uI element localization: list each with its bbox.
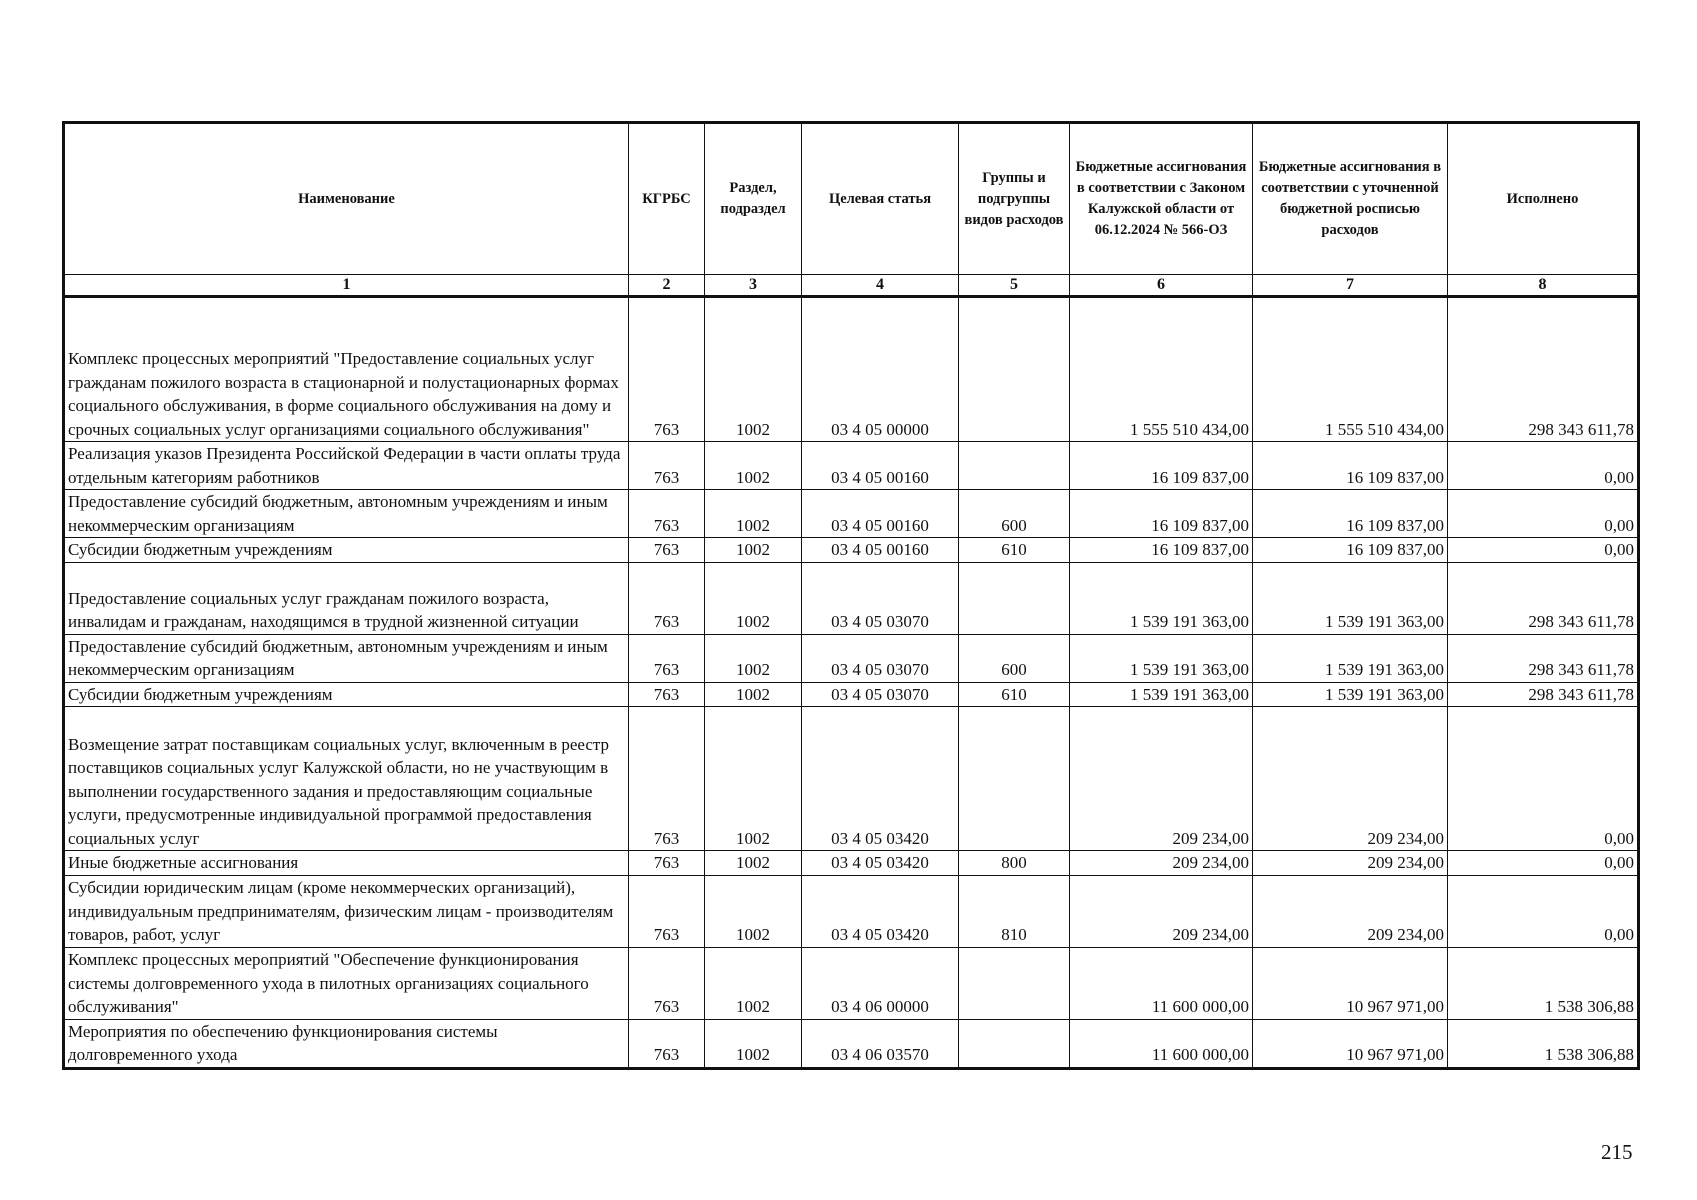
row-executed: 298 343 611,78: [1448, 682, 1639, 707]
row-name: Предоставление субсидий бюджетным, автономным учреждениям и иным некоммерческим организациям: [64, 490, 629, 538]
row-kgrbs: 763: [629, 634, 705, 682]
row-target: 03 4 05 03420: [802, 875, 959, 947]
table-row: [64, 562, 1639, 634]
row-group: 600: [959, 490, 1070, 538]
row-executed: 0,00: [1448, 442, 1639, 490]
row-section: 1002: [705, 634, 802, 682]
row-target: 03 4 05 03070: [802, 562, 959, 634]
row-target: 03 4 05 00160: [802, 490, 959, 538]
row-section: 1002: [705, 297, 802, 442]
table-row: [64, 707, 1639, 851]
header-target: Целевая статья: [802, 123, 959, 275]
row-target: 03 4 05 03420: [802, 851, 959, 876]
row-section: 1002: [705, 442, 802, 490]
row-section: 1002: [705, 1019, 802, 1068]
row-executed: 1 538 306,88: [1448, 1019, 1639, 1068]
row-name: Мероприятия по обеспечению функционирования системы долговременного ухода: [64, 1019, 629, 1068]
row-refined: 1 555 510 434,00: [1253, 297, 1448, 442]
column-number: 5: [959, 275, 1070, 297]
row-group: 610: [959, 682, 1070, 707]
row-law: 1 555 510 434,00: [1070, 297, 1253, 442]
header-section: Раздел, подраздел: [705, 123, 802, 275]
row-section: 1002: [705, 875, 802, 947]
row-refined: 209 234,00: [1253, 707, 1448, 851]
row-kgrbs: 763: [629, 947, 705, 1019]
row-section: 1002: [705, 682, 802, 707]
row-executed: 0,00: [1448, 707, 1639, 851]
row-kgrbs: 763: [629, 490, 705, 538]
header-law: Бюджетные ассигнования в соответствии с Законом Калужской области от 06.12.2024 № 566-ОЗ: [1070, 123, 1253, 275]
row-section: 1002: [705, 947, 802, 1019]
column-number: 3: [705, 275, 802, 297]
row-name: Предоставление социальных услуг гражданам пожилого возраста, инвалидам и гражданам, находящимся в трудной жизненной ситуации: [64, 562, 629, 634]
row-group: 800: [959, 851, 1070, 876]
row-law: 209 234,00: [1070, 851, 1253, 876]
row-name: Комплекс процессных мероприятий "Обеспечение функционирования системы долговременного ухода в пилотных организациях социального обслуживания": [64, 947, 629, 1019]
row-target: 03 4 05 03070: [802, 682, 959, 707]
row-group: [959, 947, 1070, 1019]
row-group: [959, 562, 1070, 634]
row-executed: 298 343 611,78: [1448, 634, 1639, 682]
column-number: 8: [1448, 275, 1639, 297]
row-law: 16 109 837,00: [1070, 490, 1253, 538]
row-group: [959, 707, 1070, 851]
table-row: [64, 1019, 1639, 1068]
row-executed: 298 343 611,78: [1448, 297, 1639, 442]
table-row: [64, 851, 1639, 876]
row-name: Реализация указов Президента Российской Федерации в части оплаты труда отдельным категориям работников: [64, 442, 629, 490]
row-section: 1002: [705, 707, 802, 851]
row-executed: 298 343 611,78: [1448, 562, 1639, 634]
row-refined: 1 539 191 363,00: [1253, 562, 1448, 634]
row-group: [959, 442, 1070, 490]
table-row: [64, 682, 1639, 707]
row-kgrbs: 763: [629, 538, 705, 563]
row-kgrbs: 763: [629, 562, 705, 634]
row-refined: 1 539 191 363,00: [1253, 682, 1448, 707]
row-kgrbs: 763: [629, 682, 705, 707]
header-group: Группы и подгруппы видов расходов: [959, 123, 1070, 275]
table-row: [64, 297, 1639, 442]
row-kgrbs: 763: [629, 1019, 705, 1068]
header-refined: Бюджетные ассигнования в соответствии с уточненной бюджетной росписью расходов: [1253, 123, 1448, 275]
row-name: Субсидии бюджетным учреждениям: [64, 682, 629, 707]
table-row: [64, 490, 1639, 538]
row-name: Субсидии юридическим лицам (кроме некоммерческих организаций), индивидуальным предпринимателям, физическим лицам - производителям товаров, работ, услуг: [64, 875, 629, 947]
row-target: 03 4 05 03420: [802, 707, 959, 851]
row-refined: 209 234,00: [1253, 875, 1448, 947]
row-law: 209 234,00: [1070, 875, 1253, 947]
row-kgrbs: 763: [629, 297, 705, 442]
column-number: 1: [64, 275, 629, 297]
row-section: 1002: [705, 538, 802, 563]
row-kgrbs: 763: [629, 875, 705, 947]
row-executed: 0,00: [1448, 875, 1639, 947]
row-executed: 1 538 306,88: [1448, 947, 1639, 1019]
column-number: 6: [1070, 275, 1253, 297]
row-group: [959, 1019, 1070, 1068]
row-name: Иные бюджетные ассигнования: [64, 851, 629, 876]
row-section: 1002: [705, 562, 802, 634]
header-kgrbs: КГРБС: [629, 123, 705, 275]
row-target: 03 4 05 03070: [802, 634, 959, 682]
row-kgrbs: 763: [629, 851, 705, 876]
row-refined: 10 967 971,00: [1253, 947, 1448, 1019]
budget-table: [62, 121, 1640, 1070]
header-name: Наименование: [64, 123, 629, 275]
row-refined: 1 539 191 363,00: [1253, 634, 1448, 682]
row-kgrbs: 763: [629, 442, 705, 490]
row-group: 810: [959, 875, 1070, 947]
row-kgrbs: 763: [629, 707, 705, 851]
row-law: 11 600 000,00: [1070, 947, 1253, 1019]
row-law: 209 234,00: [1070, 707, 1253, 851]
table-row: [64, 947, 1639, 1019]
row-law: 1 539 191 363,00: [1070, 634, 1253, 682]
page-number: 215: [1601, 1140, 1633, 1164]
row-refined: 209 234,00: [1253, 851, 1448, 876]
column-number: 4: [802, 275, 959, 297]
row-name: Предоставление субсидий бюджетным, автономным учреждениям и иным некоммерческим организациям: [64, 634, 629, 682]
row-refined: 10 967 971,00: [1253, 1019, 1448, 1068]
row-target: 03 4 06 03570: [802, 1019, 959, 1068]
row-law: 16 109 837,00: [1070, 442, 1253, 490]
row-section: 1002: [705, 490, 802, 538]
header-row: [64, 123, 1639, 275]
column-number: 7: [1253, 275, 1448, 297]
column-number-row: [64, 275, 1639, 297]
row-law: 11 600 000,00: [1070, 1019, 1253, 1068]
row-group: 600: [959, 634, 1070, 682]
row-target: 03 4 05 00160: [802, 538, 959, 563]
row-executed: 0,00: [1448, 538, 1639, 563]
table-row: [64, 538, 1639, 563]
row-executed: 0,00: [1448, 490, 1639, 538]
row-law: 1 539 191 363,00: [1070, 562, 1253, 634]
column-number: 2: [629, 275, 705, 297]
row-section: 1002: [705, 851, 802, 876]
row-target: 03 4 06 00000: [802, 947, 959, 1019]
table-row: [64, 875, 1639, 947]
row-group: [959, 297, 1070, 442]
row-refined: 16 109 837,00: [1253, 538, 1448, 563]
table-row: [64, 634, 1639, 682]
header-executed: Исполнено: [1448, 123, 1639, 275]
row-law: 16 109 837,00: [1070, 538, 1253, 563]
row-refined: 16 109 837,00: [1253, 490, 1448, 538]
row-executed: 0,00: [1448, 851, 1639, 876]
table-row: [64, 442, 1639, 490]
row-target: 03 4 05 00000: [802, 297, 959, 442]
row-target: 03 4 05 00160: [802, 442, 959, 490]
row-name: Субсидии бюджетным учреждениям: [64, 538, 629, 563]
row-name: Возмещение затрат поставщикам социальных услуг, включенным в реестр поставщиков социальных услуг Калужской области, но не участвующим в выполнении государственного задания и предоставляющим социальные услуги, предусмотренные индивидуальной программой предоставления социальных услуг: [64, 707, 629, 851]
row-refined: 16 109 837,00: [1253, 442, 1448, 490]
row-law: 1 539 191 363,00: [1070, 682, 1253, 707]
row-group: 610: [959, 538, 1070, 563]
row-name: Комплекс процессных мероприятий "Предоставление социальных услуг гражданам пожилого возраста в стационарной и полустационарных формах социального обслуживания, в форме социального обслуживания на дому и срочных социальных услуг организациями социального обслуживания": [64, 297, 629, 442]
